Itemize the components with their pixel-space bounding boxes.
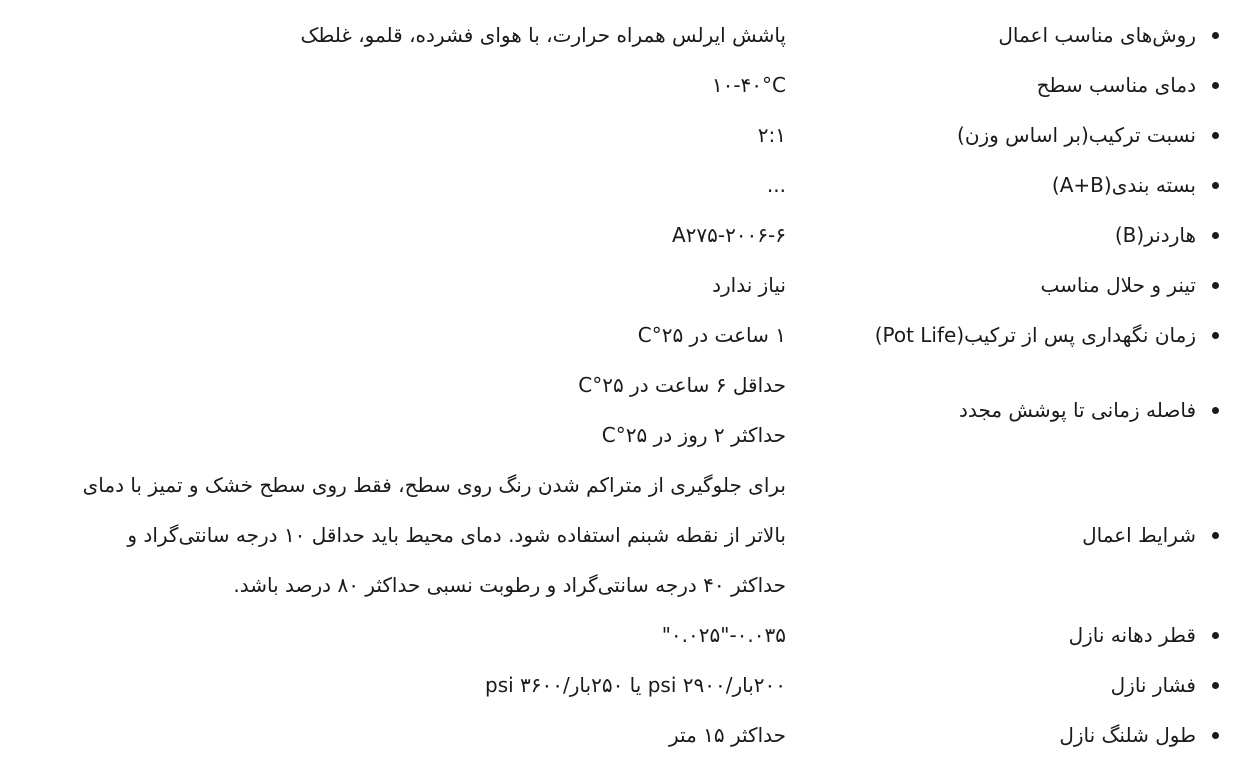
spec-value: ... [766,173,786,197]
spec-row-surface-temperature [0,60,1252,110]
bullet-icon [1196,407,1252,414]
spec-label: تینر و حلال مناسب [1040,273,1196,297]
spec-label: دمای مناسب سطح [1036,73,1196,97]
bullet-icon [1196,532,1252,539]
spec-row-pot-life [0,310,1252,360]
spec-value: ۱ ساعت در ۲۵°C [637,323,786,347]
spec-label: فاصله زمانی تا پوشش مجدد [959,398,1196,422]
spec-label: طول شلنگ نازل [1059,723,1196,747]
spec-label: نسبت ترکیب(بر اساس وزن) [957,123,1196,147]
spec-label: فشار نازل [1110,673,1196,697]
spec-value [0,360,786,460]
bullet-icon [1196,632,1252,639]
bullet-icon [1196,32,1252,39]
spec-value: ۲۰۰بار/psi ۲۹۰۰ یا ۲۵۰بار/psi ۳۶۰۰ [485,673,786,697]
spec-row-packaging [0,160,1252,210]
bullet-icon [1196,82,1252,89]
spec-value [0,460,786,610]
spec-row-hardener [0,210,1252,260]
spec-value: حداکثر ۱۵ متر [669,723,786,747]
bullet-icon [1196,132,1252,139]
spec-row-recoat-interval [0,360,1252,460]
spec-value: A۲۷۵-۲۰۰۶-۶ [671,223,786,247]
spec-row-hose-length [0,710,1252,760]
spec-row-thinner [0,260,1252,310]
spec-label: روش‌های مناسب اعمال [998,23,1196,47]
spec-row-mix-ratio [0,110,1252,160]
spec-value: پاشش ایرلس همراه حرارت، با هوای فشرده، قلمو، غلطک [300,23,786,47]
spec-label: بسته بندی(A+B) [1051,173,1196,197]
spec-value-line: حداقل ۶ ساعت در ۲۵°C [578,373,786,397]
bullet-icon [1196,732,1252,739]
spec-row-nozzle-pressure [0,660,1252,710]
spec-value-line: حداکثر ۲ روز در ۲۵°C [601,423,786,447]
spec-value-line: برای جلوگیری از متراکم شدن رنگ روی سطح، فقط روی سطح خشک و تمیز با دمای [82,473,786,497]
spec-value: ۲:۱ [757,123,786,147]
spec-list [0,10,1252,760]
spec-row-application-methods [0,10,1252,60]
spec-value: "۰.۰۲۵"-۰.۰۳۵ [661,623,786,647]
bullet-icon [1196,682,1252,689]
spec-label: قطر دهانه نازل [1068,623,1196,647]
spec-row-application-conditions [0,460,1252,610]
spec-label: هاردنر(B) [1114,223,1196,247]
spec-value-line: حداکثر ۴۰ درجه سانتی‌گراد و رطوبت نسبی حداکثر ۸۰ درصد باشد. [233,573,786,597]
bullet-icon [1196,282,1252,289]
spec-label: زمان نگهداری پس از ترکیب(Pot Life) [874,323,1196,347]
spec-label: شرایط اعمال [1082,523,1196,547]
bullet-icon [1196,232,1252,239]
spec-value-line: بالاتر از نقطه شبنم استفاده شود. دمای محیط باید حداقل ۱۰ درجه سانتی‌گراد و [127,523,786,547]
bullet-icon [1196,182,1252,189]
spec-value: نیاز ندارد [712,273,786,297]
bullet-icon [1196,332,1252,339]
spec-row-nozzle-diameter [0,610,1252,660]
spec-value: ۱۰-۴۰°C [711,73,786,97]
